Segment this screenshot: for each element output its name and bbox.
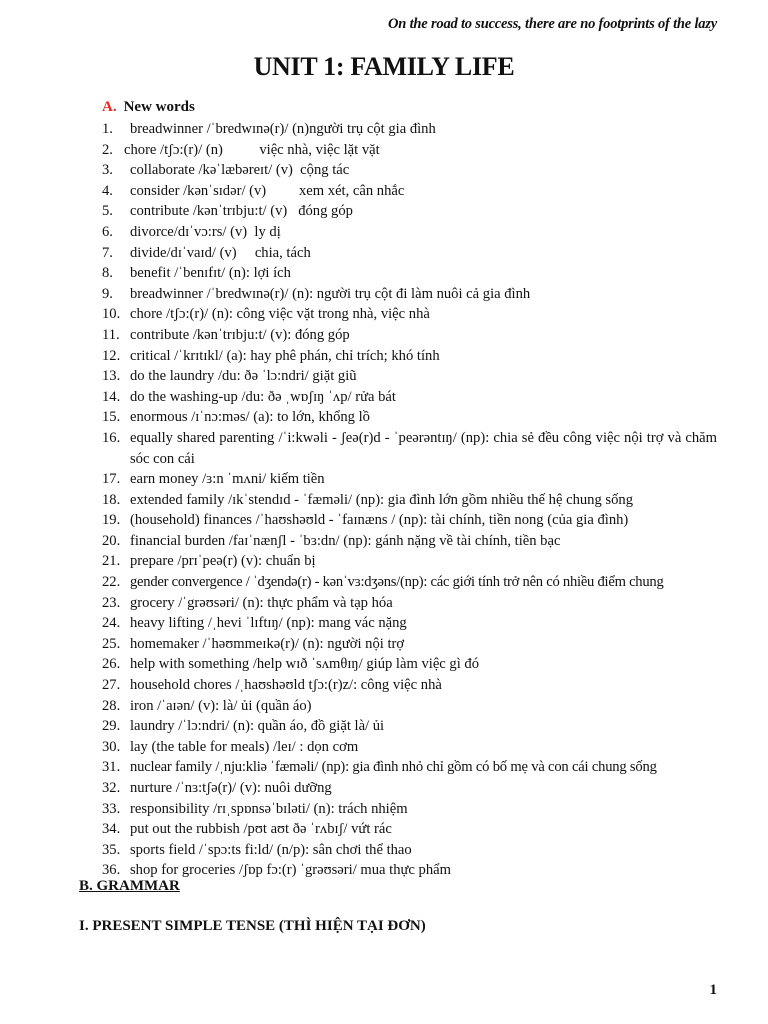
vocab-number: 15. (102, 409, 121, 426)
vocab-text: divide/dɪˈvaɪd/ (v) chia, tách (130, 244, 311, 261)
vocab-item (102, 181, 717, 202)
vocab-item (102, 469, 717, 490)
vocab-number: 23. (102, 594, 121, 611)
vocab-text: breadwinner /ˈbredwɪnə(r)/ (n): người trụ cột đi làm nuôi cả gia đình (130, 285, 531, 302)
vocab-number: 22. (102, 574, 121, 591)
vocab-item (102, 119, 717, 140)
vocab-item (102, 799, 717, 820)
vocab-number: 36. (102, 862, 121, 879)
section-a-label: New words (123, 99, 195, 115)
vocab-item (102, 840, 717, 861)
vocab-number: 33. (102, 800, 121, 817)
vocab-number: 20. (102, 532, 121, 549)
vocab-number: 4. (102, 182, 113, 199)
vocab-item (102, 428, 717, 469)
vocab-number: 29. (102, 718, 121, 735)
vocab-text: breadwinner /ˈbredwɪnə(r)/ (n)người trụ cột gia đình (130, 121, 436, 137)
vocab-text: shop for groceries /ʃɒp fɔ:(r) ˈgrəʊsəri/ mua thực phẩm (130, 862, 451, 879)
vocab-text: laundry /ˈlɔ:ndri/ (n): quần áo, đồ giặt là/ ủi (130, 718, 385, 735)
vocab-item (102, 366, 717, 387)
vocab-item (102, 737, 717, 758)
vocab-text: sports field /ˈspɔ:ts fi:ld/ (n/p): sân chơi thể thao (130, 841, 412, 858)
vocab-text: do the laundry /du: ðə ˈlɔ:ndri/ giặt giũ (130, 368, 357, 385)
vocab-item (102, 716, 717, 737)
vocab-number: 18. (102, 491, 121, 508)
vocab-item (102, 160, 717, 181)
vocab-item (102, 757, 717, 778)
vocab-number: 24. (102, 615, 121, 632)
vocab-number: 17. (102, 471, 121, 488)
vocab-text: gender convergence / ˈdʒendə(r) - kənˈvɜ:dʒəns/(np): các giới tính trở nên có nhiều điểm chung (130, 574, 664, 591)
page-title: UNIT 1: FAMILY LIFE (253, 52, 515, 81)
vocab-item (102, 613, 717, 634)
vocab-text: nuclear family /ˌnju:kliə ˈfæməli/ (np): gia đình nhỏ chỉ gồm có bố mẹ và con cái chung sống (130, 759, 657, 776)
vocab-item (102, 284, 717, 305)
vocab-number: 28. (102, 697, 121, 714)
vocab-number: 2. (102, 141, 113, 158)
vocab-text: collaborate /kəˈlæbəreɪt/ (v) cộng tác (130, 162, 350, 179)
vocab-item (102, 387, 717, 408)
vocab-item (102, 407, 717, 428)
vocab-item (102, 490, 717, 511)
vocab-number: 26. (102, 656, 121, 673)
vocab-text: enormous /ɪˈnɔ:məs/ (a): to lớn, khổng lồ (130, 409, 370, 426)
vocab-item (102, 593, 717, 614)
vocab-item (102, 860, 717, 881)
vocab-text: contribute /kənˈtrɪbju:t/ (v): đóng góp (130, 326, 350, 343)
vocab-number: 31. (102, 759, 121, 776)
page-number: 1 (709, 982, 717, 998)
vocab-item (102, 304, 717, 325)
vocab-text: financial burden /faɪˈnænʃl - ˈbɜ:dn/ (np): gánh nặng về tài chính, tiền bạc (130, 532, 561, 549)
vocab-text: do the washing-up /du: ðə ˌwɒʃɪŋ ˈʌp/ rửa bát (130, 388, 396, 405)
vocab-text: chore /tʃɔ:(r)/ (n): công việc vặt trong nhà, việc nhà (130, 306, 430, 323)
vocab-text: grocery /ˈgrəʊsəri/ (n): thực phẩm và tạp hóa (130, 594, 393, 611)
vocab-number: 35. (102, 841, 121, 858)
vocab-item (102, 346, 717, 367)
vocab-item (102, 551, 717, 572)
vocab-text: equally shared parenting /ˈi:kwəli - ʃeə(r)d - ˈpeərəntɪŋ/ (np): chia sẻ đều công việc nội trợ và chăm sóc con cái (130, 429, 717, 467)
vocab-number: 8. (102, 265, 113, 282)
section-a-heading (102, 99, 195, 116)
vocab-item (102, 572, 717, 593)
vocab-item (102, 675, 717, 696)
vocab-number: 11. (102, 326, 120, 343)
vocab-number: 32. (102, 780, 121, 796)
vocab-text: household chores /ˌhaʊshəʊld tʃɔ:(r)z/: công việc nhà (130, 677, 442, 694)
vocab-text: nurture /ˈnɜ:tʃə(r)/ (v): nuôi dưỡng (130, 780, 332, 796)
vocab-item (102, 819, 717, 840)
vocab-number: 12. (102, 347, 121, 364)
section-b-heading: B. GRAMMAR (79, 878, 180, 894)
vocab-number: 34. (102, 821, 121, 838)
vocab-text: responsibility /rɪˌspɒnsəˈbɪləti/ (n): trách nhiệm (130, 800, 408, 817)
vocab-number: 10. (102, 306, 121, 323)
vocab-text: help with something /help wɪð ˈsʌmθɪŋ/ giúp làm việc gì đó (130, 656, 480, 673)
vocab-text: lay (the table for meals) /leɪ/ : dọn cơm (130, 738, 359, 755)
vocab-text: divorce/dɪˈvɔ:rs/ (v) ly dị (130, 223, 281, 240)
vocab-item (102, 222, 717, 243)
vocab-text: homemaker /ˈhəʊmmeɪkə(r)/ (n): người nội trợ (130, 635, 405, 652)
vocab-number: 7. (102, 244, 113, 261)
vocab-number: 16. (102, 429, 121, 446)
vocab-text: contribute /kənˈtrɪbju:t/ (v) đóng góp (130, 203, 353, 220)
vocab-number: 19. (102, 512, 121, 529)
vocab-number: 9. (102, 285, 113, 302)
vocab-item (102, 510, 717, 531)
vocab-text: benefit /ˈbenɪfɪt/ (n): lợi ích (130, 265, 291, 282)
vocab-text: critical /ˈkrɪtɪkl/ (a): hay phê phán, chỉ trích; khó tính (130, 347, 440, 364)
vocab-text: chore /tʃɔ:(r)/ (n) việc nhà, việc lặt vặt (124, 141, 380, 158)
vocab-item (102, 531, 717, 552)
vocab-number: 13. (102, 368, 121, 385)
vocab-number: 21. (102, 553, 121, 570)
vocabulary-list (102, 119, 717, 881)
vocab-text: earn money /ɜ:n ˈmʌni/ kiếm tiền (130, 471, 325, 488)
vocab-text: prepare /prɪˈpeə(r) (v): chuẩn bị (130, 553, 316, 570)
vocab-item (102, 778, 717, 799)
vocab-number: 14. (102, 388, 121, 405)
vocab-item (102, 325, 717, 346)
vocab-text: extended family /ɪkˈstendɪd - ˈfæməli/ (np): gia đình lớn gồm nhiều thế hệ chung sống (130, 491, 633, 508)
vocab-text: put out the rubbish /pʊt aʊt ðə ˈrʌbɪʃ/ vứt rác (130, 821, 392, 838)
vocab-item (102, 263, 717, 284)
vocab-item (102, 243, 717, 264)
vocab-number: 1. (102, 121, 113, 137)
vocab-number: 25. (102, 635, 121, 652)
vocab-item (102, 696, 717, 717)
section-a-letter: A. (102, 99, 117, 115)
vocab-item (102, 140, 717, 161)
vocab-number: 30. (102, 738, 121, 755)
header-quote: On the road to success, there are no footprints of the lazy (388, 16, 717, 32)
subsection-heading: I. PRESENT SIMPLE TENSE (THÌ HIỆN TẠI ĐƠN) (79, 918, 426, 934)
vocab-number: 3. (102, 162, 113, 179)
vocab-text: iron /ˈaɪən/ (v): là/ ủi (quần áo) (130, 697, 312, 714)
vocab-text: heavy lifting /ˌhevi ˈlɪftɪŋ/ (np): mang vác nặng (130, 615, 407, 632)
vocab-number: 6. (102, 223, 113, 240)
vocab-item (102, 634, 717, 655)
vocab-number: 5. (102, 203, 113, 220)
vocab-text: consider /kənˈsɪdər/ (v) xem xét, cân nhắc (130, 182, 405, 199)
vocab-item (102, 201, 717, 222)
vocab-text: (household) finances /ˈhaʊshəʊld - ˈfaɪnæns / (np): tài chính, tiền nong (của gia đình) (130, 512, 629, 529)
vocab-item (102, 654, 717, 675)
vocab-number: 27. (102, 677, 121, 694)
